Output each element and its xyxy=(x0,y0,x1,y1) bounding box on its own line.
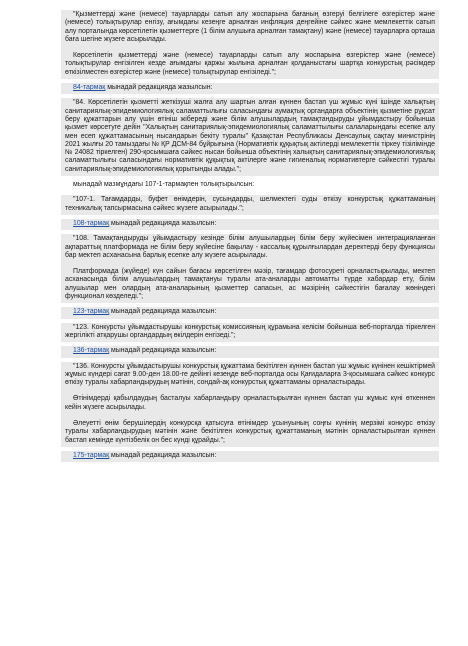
amended-text-block xyxy=(61,98,439,176)
paragraph: Өтінімдерді қабылдаудың басталуы хабарландыру орналастырылған күннен бастап үш жұмыс күні өткеннен кейін жүзеге асырылады. xyxy=(65,395,435,411)
amendment-instruction xyxy=(61,180,439,191)
paragraph: мынадай мазмұндағы 107-1-тармақпен толықтырылсын: xyxy=(73,181,255,189)
paragraph: "84. Көрсетілетін қызметті жеткізуші жалға алу шартын алған күннен бастап үш жұмыс күні ішінде халықтың санитариялық-эпидемиологиялық саламаттылығы саласындағы аумақтық органдарға объектінің қызметіне рұқсат беру құжаттарын алу үшін өтініш жібереді және білім алушылардың тамақтандыруды ұйымдастыру бойынша қызмет көрсетуге дейін "Халықтың санитариялық-эпидемиологиялық саламаттылығы салаларындағы есепке алу мен есеп құжаттамасының нысандарын бекіту туралы" Қазақстан Республикасы Денсаулық сақтау министрінің 2021 жылғы 20 тамыздағы № ҚР ДСМ-84 бұйрығына (Нормативтік құқықтық актілерді мемлекеттік тіркеу тізілімінде № 24082 тіркелген) 290-қосымшаға сәйкес нысан бойынша объектінің халықтың санитариялық-эпидемиологиялық саламаттылығы саласындағы нормативтік құқықтық актілерге және гигиеналық нормативтерге сәйкестігі туралы санитариялық-эпидемиологиялық қорытынды алады."; xyxy=(65,99,435,173)
paragraph: Әлеуетті өнім берушілердің конкурсқа қатысуға өтінімдер ұсынуының соңғы күнінің мерзімі конкурс өткізу туралы хабарландырудың мәтінін және бекітілген конкурстық құжаттаманың мәтінін орналастырылған күннен бастап кемінде күнтізбелік он бес күнді құрайды."; xyxy=(65,419,435,444)
amended-text-block xyxy=(61,323,439,343)
amendment-instruction xyxy=(61,346,439,357)
paragraph: "108. Тамақтандыруды ұйымдастыру кезінде білім алушылардың білім беру жүйесімен интеграцияланған ақпараттық платформада не білім беру жүйесіне бақылау - кассалық құрылғылардан деректерді беру функциясы бар мектеп асханасына барлық есепке алу жүзеге асырылады. xyxy=(65,235,435,259)
paragraph xyxy=(65,347,435,355)
amendment-instruction xyxy=(61,451,439,462)
paragraph: "Қызметтерді және (немесе) тауарларды сатып алу жоспарына бағаның өзгеруі белгілеге өзгерістер және (немесе) толықтырулар енгізу, ағымдағы кезеңге арналған инфляция деңгейіне сәйкес және мемлекеттік сатып алу порталында көрсетілетін қызметтерге (1 білім алушыға арналған тамақтану) және (немесе) тауарларға орташа баға шегіне жүзеге асырылады. xyxy=(65,11,435,43)
amendment-instruction xyxy=(61,83,439,94)
paragraph: "107-1. Тағамдарды, буфет өнімдерін, сусындарды, шелмектегі суды өткізу конкурстық құжаттаманың техникалық тапсырмасына сәйкес жүзеге асырылады."; xyxy=(65,196,435,212)
paragraph xyxy=(65,452,435,460)
amended-text-block xyxy=(61,195,439,215)
instruction-text: мынадай редакцияда жазылсын: xyxy=(109,451,217,459)
clause-108-link[interactable]: 108-тармақ xyxy=(73,219,110,227)
amended-text-block xyxy=(61,234,439,303)
clause-136-link[interactable]: 136-тармақ xyxy=(73,347,110,355)
instruction-text: мынадай редакцияда жазылсын: xyxy=(109,219,217,227)
amendment-instruction xyxy=(61,219,439,230)
paragraph: Платформада (жүйеде) күн сайын бағасы көрсетілген мәзір, тағамдар фотосуреті орналастырылады, мектеп асханасында білім алушылардың тамақтануы туралы ата-аналарды автоматты түрде хабардар ету, білім алушылар мен олардың ата-аналарының қызметтер сапасын, ас мәзірінің сәйкестігін бағалау жөніндегі функционал көзделеді."; xyxy=(65,268,435,301)
clause-84-link[interactable]: 84-тармақ xyxy=(73,84,106,92)
paragraph: "136. Конкурсты ұйымдастырушы конкурстық құжаттама бекітілген күннен бастап үш жұмыс күнінен кешіктірмей жұмыс күндері сағат 9.00-ден 18.00-ге дейінгі кезеңде веб-порталда осы Қағидаларға 3-қосымшаға сәйкес конкурс өткізу туралы хабарландырудың мәтінін, сондай-ақ конкурстық құжаттаманы орналастырады. xyxy=(65,362,435,387)
paragraph xyxy=(65,220,435,228)
document-page xyxy=(61,10,439,466)
clause-175-link[interactable]: 175-тармақ xyxy=(73,451,110,459)
instruction-text: мынадай редакцияда жазылсын: xyxy=(109,308,217,316)
amendment-instruction xyxy=(61,307,439,318)
instruction-text: мынадай редакцияда жазылсын: xyxy=(105,84,213,92)
paragraph xyxy=(65,84,435,92)
amended-text-block xyxy=(61,10,439,79)
instruction-text: мынадай редакцияда жазылсын: xyxy=(109,347,217,355)
amended-text-block xyxy=(61,362,439,447)
paragraph: Көрсетілетін қызметтерді және (немесе) тауарларды сатып алу жоспарына өзгерістер және (немесе) толықтырулар енгізілген кезде ағымдағы қаржы жылына арналған қолданыстағы шартқа конкурстық рәсімдер өткізілместен өзгерістер және (немесе) толықтырулар енгізіледі."; xyxy=(65,52,435,76)
paragraph: "123. Конкурсты ұйымдастырушы конкурстық комиссияның құрамына келісім бойынша веб-порталда тіркелген жергілікті атқарушы органдардың өкілдерін енгізеді."; xyxy=(65,323,435,339)
paragraph xyxy=(65,308,435,316)
clause-123-link[interactable]: 123-тармақ xyxy=(73,308,110,316)
